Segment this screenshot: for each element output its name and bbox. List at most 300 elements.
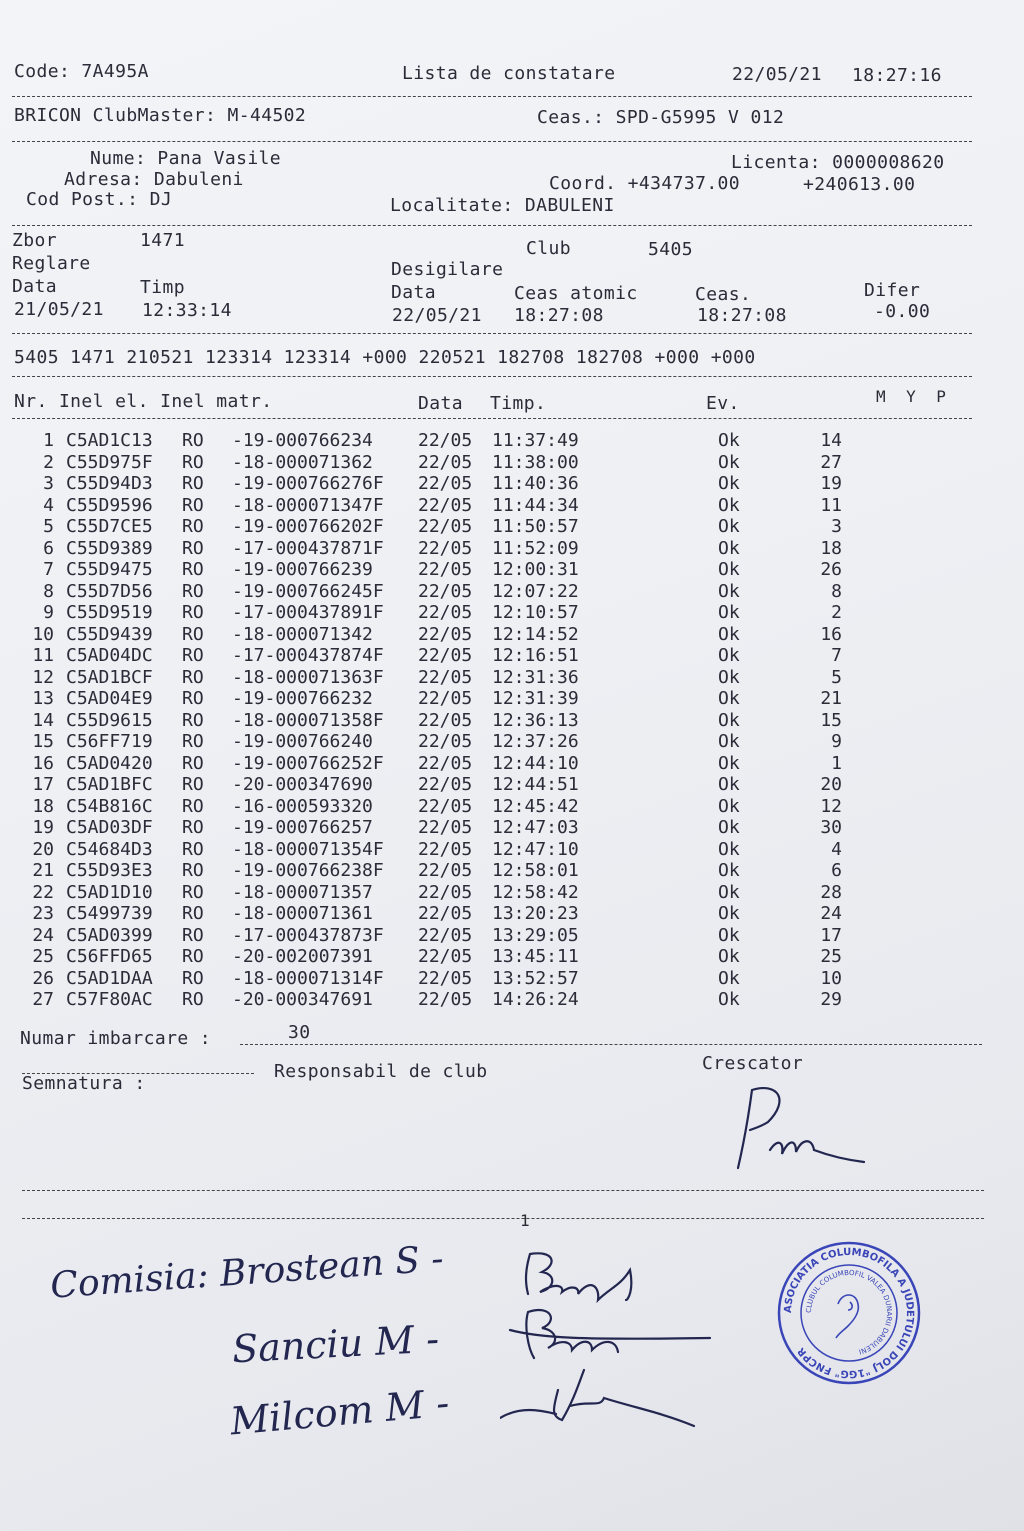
divider bbox=[12, 141, 972, 142]
arrival-date: 22/05 bbox=[418, 494, 473, 516]
arrival-time: 12:37:26 bbox=[492, 731, 579, 752]
divider bbox=[12, 418, 972, 419]
owner-postcode: Cod Post.: DJ bbox=[26, 189, 173, 210]
arrival-time: 12:31:36 bbox=[492, 666, 579, 688]
registration-ring: -18-000071358F bbox=[232, 709, 384, 731]
position-value: 25 bbox=[820, 946, 842, 967]
electronic-ring: C5AD0399 bbox=[66, 924, 153, 946]
arrival-date: 22/05 bbox=[418, 989, 473, 1010]
svg-text:ASOCIATIA COLUMBOFILA A JUDETU bbox=[783, 1247, 915, 1379]
country-code: RO bbox=[182, 623, 204, 645]
table-header-date: Data bbox=[418, 393, 463, 414]
position-value: 9 bbox=[831, 731, 842, 752]
arrival-date: 22/05 bbox=[418, 860, 473, 881]
position-value: 5 bbox=[831, 666, 842, 688]
registration-ring: -17-000437874F bbox=[232, 645, 384, 666]
registration-ring: -20-000347690 bbox=[232, 774, 373, 795]
position-value: 12 bbox=[820, 795, 842, 817]
row-number: 21 bbox=[32, 860, 54, 881]
atomic-clock-label: Ceas atomic bbox=[514, 283, 638, 304]
licence-number: Licenta: 0000008620 bbox=[731, 152, 945, 173]
registration-ring: -20-000347691 bbox=[232, 989, 373, 1010]
row-number: 14 bbox=[32, 709, 54, 731]
table-row bbox=[30, 667, 870, 689]
row-number: 22 bbox=[32, 881, 54, 903]
country-code: RO bbox=[182, 709, 204, 731]
svg-text:CLUBUL COLUMBOFIL VALEA DUNARI bbox=[805, 1269, 893, 1356]
registration-ring: -18-000071354F bbox=[232, 838, 384, 860]
event-status: Ok bbox=[718, 731, 740, 752]
event-status: Ok bbox=[718, 645, 740, 666]
difference-label: Difer bbox=[864, 280, 921, 301]
event-status: Ok bbox=[718, 709, 740, 731]
coordinates-lat: Coord. +434737.00 bbox=[549, 173, 741, 194]
registration-ring: -18-000071357 bbox=[232, 881, 373, 903]
unsealing-label: Desigilare bbox=[391, 259, 504, 280]
arrival-time: 12:47:03 bbox=[492, 817, 579, 838]
club-officer-label: Responsabil de club bbox=[274, 1061, 488, 1082]
table-row bbox=[30, 839, 870, 861]
registration-ring: -18-000071363F bbox=[232, 666, 384, 688]
setting-label: Reglare bbox=[12, 253, 91, 274]
registration-ring: -17-000437873F bbox=[232, 924, 384, 946]
table-row bbox=[30, 710, 870, 732]
event-status: Ok bbox=[718, 989, 740, 1010]
country-code: RO bbox=[182, 967, 204, 989]
table-row bbox=[30, 753, 870, 775]
registration-ring: -19-000766257 bbox=[232, 817, 373, 838]
row-number: 12 bbox=[32, 666, 54, 688]
flight-label: Zbor bbox=[12, 230, 57, 251]
country-code: RO bbox=[182, 602, 204, 623]
arrival-time: 14:26:24 bbox=[492, 989, 579, 1010]
divider bbox=[240, 1044, 982, 1045]
report-code: Code: 7A495A bbox=[14, 61, 149, 82]
event-status: Ok bbox=[718, 516, 740, 537]
position-value: 30 bbox=[820, 817, 842, 838]
registration-ring: -19-000766245F bbox=[232, 580, 384, 602]
row-number: 10 bbox=[32, 623, 54, 645]
arrival-time: 12:07:22 bbox=[492, 580, 579, 602]
arrival-time: 12:47:10 bbox=[492, 838, 579, 860]
commission-signatures bbox=[500, 1230, 720, 1440]
row-number: 20 bbox=[32, 838, 54, 860]
row-number: 26 bbox=[32, 967, 54, 989]
country-code: RO bbox=[182, 731, 204, 752]
electronic-ring: C55D93E3 bbox=[66, 860, 153, 881]
table-row bbox=[30, 989, 870, 1011]
arrival-time: 12:10:57 bbox=[492, 602, 579, 623]
registration-ring: -19-000766238F bbox=[232, 860, 384, 881]
electronic-ring: C55D9596 bbox=[66, 494, 153, 516]
position-value: 15 bbox=[820, 709, 842, 731]
position-value: 26 bbox=[820, 559, 842, 580]
position-value: 4 bbox=[831, 838, 842, 860]
registration-ring: -19-000766240 bbox=[232, 731, 373, 752]
row-number: 6 bbox=[43, 537, 54, 559]
club-label: Club bbox=[526, 238, 571, 259]
event-status: Ok bbox=[718, 688, 740, 709]
position-value: 29 bbox=[820, 989, 842, 1010]
arrival-time: 12:44:51 bbox=[492, 774, 579, 795]
table-header-rings: Nr. Inel el. Inel matr. bbox=[14, 391, 273, 412]
owner-address: Adresa: Dabuleni bbox=[64, 169, 244, 190]
page-number: 1 bbox=[520, 1211, 531, 1230]
event-status: Ok bbox=[718, 537, 740, 559]
table-row bbox=[30, 860, 870, 882]
position-value: 17 bbox=[820, 924, 842, 946]
divider bbox=[12, 333, 972, 334]
country-code: RO bbox=[182, 817, 204, 838]
electronic-ring: C5AD1BFC bbox=[66, 774, 153, 795]
boarding-count-label: Numar imbarcare : bbox=[20, 1028, 212, 1049]
arrival-date: 22/05 bbox=[418, 881, 473, 903]
row-number: 4 bbox=[43, 494, 54, 516]
electronic-ring: C54B816C bbox=[66, 795, 153, 817]
row-number: 19 bbox=[32, 817, 54, 838]
boarding-count-value: 30 bbox=[288, 1022, 311, 1043]
report-time: 18:27:16 bbox=[852, 65, 942, 86]
unsealing-date-label: Data bbox=[391, 282, 436, 303]
event-status: Ok bbox=[718, 559, 740, 580]
row-number: 23 bbox=[32, 903, 54, 924]
table-row bbox=[30, 688, 870, 710]
row-number: 7 bbox=[43, 559, 54, 580]
clubmaster-id: BRICON ClubMaster: M-44502 bbox=[14, 105, 307, 126]
country-code: RO bbox=[182, 430, 204, 451]
registration-ring: -18-000071361 bbox=[232, 903, 373, 924]
electronic-ring: C55D9615 bbox=[66, 709, 153, 731]
arrival-time: 11:44:34 bbox=[492, 494, 579, 516]
atomic-time: 18:27:08 bbox=[514, 305, 604, 326]
row-number: 5 bbox=[43, 516, 54, 537]
locality: Localitate: DABULENI bbox=[390, 195, 615, 216]
electronic-ring: C55D975F bbox=[66, 451, 153, 473]
country-code: RO bbox=[182, 924, 204, 946]
arrival-date: 22/05 bbox=[418, 924, 473, 946]
registration-ring: -18-000071314F bbox=[232, 967, 384, 989]
electronic-ring: C5AD04DC bbox=[66, 645, 153, 666]
row-number: 13 bbox=[32, 688, 54, 709]
electronic-ring: C55D7D56 bbox=[66, 580, 153, 602]
registration-ring: -19-000766234 bbox=[232, 430, 373, 451]
country-code: RO bbox=[182, 903, 204, 924]
arrival-date: 22/05 bbox=[418, 903, 473, 924]
table-row bbox=[30, 624, 870, 646]
row-number: 9 bbox=[43, 602, 54, 623]
setting-time: 12:33:14 bbox=[142, 300, 232, 321]
country-code: RO bbox=[182, 537, 204, 559]
setting-date: 21/05/21 bbox=[14, 299, 104, 320]
difference-value: -0.00 bbox=[874, 301, 931, 322]
electronic-ring: C5AD0420 bbox=[66, 752, 153, 774]
divider bbox=[12, 376, 972, 377]
country-code: RO bbox=[182, 860, 204, 881]
table-row bbox=[30, 430, 870, 452]
country-code: RO bbox=[182, 881, 204, 903]
country-code: RO bbox=[182, 946, 204, 967]
country-code: RO bbox=[182, 688, 204, 709]
electronic-ring: C5AD1D10 bbox=[66, 881, 153, 903]
electronic-ring: C5499739 bbox=[66, 903, 153, 924]
signature-label: Semnatura : bbox=[22, 1073, 146, 1094]
position-value: 21 bbox=[820, 688, 842, 709]
clock-id: Ceas.: SPD-G5995 V 012 bbox=[537, 107, 785, 128]
report-title: Lista de constatare bbox=[402, 63, 616, 84]
commission-line-3: Milcom M - bbox=[228, 1380, 451, 1444]
raw-code-line: 5405 1471 210521 123314 123314 +000 220521 182708 182708 +000 +000 bbox=[14, 347, 756, 368]
table-row bbox=[30, 731, 870, 753]
arrival-time: 12:31:39 bbox=[492, 688, 579, 709]
electronic-ring: C5AD04E9 bbox=[66, 688, 153, 709]
arrival-date: 22/05 bbox=[418, 795, 473, 817]
arrival-date: 22/05 bbox=[418, 623, 473, 645]
clock-time: 18:27:08 bbox=[697, 305, 787, 326]
position-value: 20 bbox=[820, 774, 842, 795]
registration-ring: -19-000766232 bbox=[232, 688, 373, 709]
position-value: 6 bbox=[831, 860, 842, 881]
event-status: Ok bbox=[718, 473, 740, 494]
owner-name: Nume: Pana Vasile bbox=[90, 148, 282, 169]
country-code: RO bbox=[182, 516, 204, 537]
event-status: Ok bbox=[718, 838, 740, 860]
table-header-event: Ev. bbox=[706, 393, 740, 414]
position-value: 10 bbox=[820, 967, 842, 989]
electronic-ring: C5AD1BCF bbox=[66, 666, 153, 688]
divider bbox=[12, 96, 972, 97]
country-code: RO bbox=[182, 989, 204, 1010]
unsealing-date: 22/05/21 bbox=[392, 305, 482, 326]
position-value: 27 bbox=[820, 451, 842, 473]
arrival-date: 22/05 bbox=[418, 537, 473, 559]
event-status: Ok bbox=[718, 924, 740, 946]
event-status: Ok bbox=[718, 860, 740, 881]
stamp-outer-text: ASOCIATIA COLUMBOFILA A JUDETULUI DOLJ "1GG" FNCPR bbox=[782, 1246, 916, 1380]
electronic-ring: C56FFD65 bbox=[66, 946, 153, 967]
table-row bbox=[30, 581, 870, 603]
table-row bbox=[30, 774, 870, 796]
table-row bbox=[30, 882, 870, 904]
position-value: 8 bbox=[831, 580, 842, 602]
event-status: Ok bbox=[718, 774, 740, 795]
electronic-ring: C55D9439 bbox=[66, 623, 153, 645]
position-value: 14 bbox=[820, 430, 842, 451]
table-row bbox=[30, 559, 870, 581]
event-status: Ok bbox=[718, 903, 740, 924]
arrival-date: 22/05 bbox=[418, 946, 473, 967]
event-status: Ok bbox=[718, 946, 740, 967]
commission-line-2: Sanciu M - bbox=[230, 1316, 440, 1372]
country-code: RO bbox=[182, 645, 204, 666]
country-code: RO bbox=[182, 559, 204, 580]
table-row bbox=[30, 796, 870, 818]
arrival-time: 12:45:42 bbox=[492, 795, 579, 817]
arrival-time: 12:16:51 bbox=[492, 645, 579, 666]
arrival-time: 13:52:57 bbox=[492, 967, 579, 989]
country-code: RO bbox=[182, 494, 204, 516]
arrival-time: 11:50:57 bbox=[492, 516, 579, 537]
club-number: 5405 bbox=[648, 239, 693, 260]
table-row bbox=[30, 538, 870, 560]
table-row bbox=[30, 903, 870, 925]
electronic-ring: C55D9519 bbox=[66, 602, 153, 623]
registration-ring: -16-000593320 bbox=[232, 795, 373, 817]
clock-label: Ceas. bbox=[695, 284, 752, 305]
row-number: 25 bbox=[32, 946, 54, 967]
position-value: 28 bbox=[820, 881, 842, 903]
arrival-date: 22/05 bbox=[418, 774, 473, 795]
event-status: Ok bbox=[718, 623, 740, 645]
electronic-ring: C54684D3 bbox=[66, 838, 153, 860]
electronic-ring: C55D7CE5 bbox=[66, 516, 153, 537]
row-number: 16 bbox=[32, 752, 54, 774]
table-header-myp: M Y P bbox=[876, 387, 947, 406]
event-status: Ok bbox=[718, 494, 740, 516]
row-number: 11 bbox=[32, 645, 54, 666]
event-status: Ok bbox=[718, 795, 740, 817]
registration-ring: -17-000437871F bbox=[232, 537, 384, 559]
table-row bbox=[30, 495, 870, 517]
row-number: 2 bbox=[43, 451, 54, 473]
country-code: RO bbox=[182, 838, 204, 860]
commission-line-1: Comisia: Brostean S - bbox=[49, 1238, 445, 1307]
event-status: Ok bbox=[718, 602, 740, 623]
registration-ring: -17-000437891F bbox=[232, 602, 384, 623]
country-code: RO bbox=[182, 666, 204, 688]
divider bbox=[22, 1218, 984, 1219]
arrival-time: 11:40:36 bbox=[492, 473, 579, 494]
arrival-date: 22/05 bbox=[418, 559, 473, 580]
registration-ring: -18-000071362 bbox=[232, 451, 373, 473]
arrival-date: 22/05 bbox=[418, 666, 473, 688]
breeder-label: Crescator bbox=[702, 1053, 804, 1074]
registration-ring: -19-000766276F bbox=[232, 473, 384, 494]
row-number: 1 bbox=[43, 430, 54, 451]
arrival-date: 22/05 bbox=[418, 838, 473, 860]
electronic-ring: C5AD1DAA bbox=[66, 967, 153, 989]
electronic-ring: C57F80AC bbox=[66, 989, 153, 1010]
arrival-date: 22/05 bbox=[418, 817, 473, 838]
position-value: 24 bbox=[820, 903, 842, 924]
table-row bbox=[30, 817, 870, 839]
registration-ring: -18-000071342 bbox=[232, 623, 373, 645]
arrival-time: 11:38:00 bbox=[492, 451, 579, 473]
position-value: 18 bbox=[820, 537, 842, 559]
event-status: Ok bbox=[718, 580, 740, 602]
pigeon-icon bbox=[836, 1295, 858, 1338]
club-stamp bbox=[776, 1240, 922, 1386]
table-row bbox=[30, 473, 870, 495]
arrival-time: 11:52:09 bbox=[492, 537, 579, 559]
arrivals-table bbox=[30, 430, 870, 1011]
row-number: 18 bbox=[32, 795, 54, 817]
divider bbox=[12, 225, 972, 226]
table-row bbox=[30, 645, 870, 667]
electronic-ring: C55D9475 bbox=[66, 559, 153, 580]
country-code: RO bbox=[182, 473, 204, 494]
table-row bbox=[30, 946, 870, 968]
event-status: Ok bbox=[718, 967, 740, 989]
row-number: 15 bbox=[32, 731, 54, 752]
position-value: 1 bbox=[831, 752, 842, 774]
arrival-date: 22/05 bbox=[418, 602, 473, 623]
event-status: Ok bbox=[718, 881, 740, 903]
event-status: Ok bbox=[718, 666, 740, 688]
divider bbox=[22, 1190, 984, 1191]
table-row bbox=[30, 602, 870, 624]
arrival-date: 22/05 bbox=[418, 451, 473, 473]
registration-ring: -18-000071347F bbox=[232, 494, 384, 516]
electronic-ring: C56FF719 bbox=[66, 731, 153, 752]
table-row bbox=[30, 968, 870, 990]
row-number: 3 bbox=[43, 473, 54, 494]
event-status: Ok bbox=[718, 817, 740, 838]
arrival-time: 12:36:13 bbox=[492, 709, 579, 731]
country-code: RO bbox=[182, 580, 204, 602]
country-code: RO bbox=[182, 774, 204, 795]
electronic-ring: C5AD03DF bbox=[66, 817, 153, 838]
arrival-time: 12:14:52 bbox=[492, 623, 579, 645]
setting-date-label: Data bbox=[12, 276, 57, 297]
arrival-date: 22/05 bbox=[418, 580, 473, 602]
arrival-time: 13:45:11 bbox=[492, 946, 579, 967]
coordinates-lon: +240613.00 bbox=[803, 174, 916, 195]
arrival-time: 12:00:31 bbox=[492, 559, 579, 580]
position-value: 11 bbox=[820, 494, 842, 516]
arrival-time: 12:58:42 bbox=[492, 881, 579, 903]
arrival-time: 12:58:01 bbox=[492, 860, 579, 881]
country-code: RO bbox=[182, 451, 204, 473]
event-status: Ok bbox=[718, 451, 740, 473]
registration-ring: -19-000766239 bbox=[232, 559, 373, 580]
position-value: 16 bbox=[820, 623, 842, 645]
flight-number: 1471 bbox=[140, 230, 185, 251]
event-status: Ok bbox=[718, 752, 740, 774]
stamp-inner-text: CLUBUL COLUMBOFIL VALEA DUNARII DABULENI bbox=[804, 1268, 894, 1356]
table-header-time: Timp. bbox=[490, 393, 547, 414]
arrival-date: 22/05 bbox=[418, 473, 473, 494]
arrival-date: 22/05 bbox=[418, 731, 473, 752]
event-status: Ok bbox=[718, 430, 740, 451]
table-row bbox=[30, 516, 870, 538]
country-code: RO bbox=[182, 752, 204, 774]
row-number: 24 bbox=[32, 924, 54, 946]
arrival-date: 22/05 bbox=[418, 752, 473, 774]
arrival-date: 22/05 bbox=[418, 709, 473, 731]
registration-ring: -19-000766252F bbox=[232, 752, 384, 774]
position-value: 7 bbox=[831, 645, 842, 666]
position-value: 19 bbox=[820, 473, 842, 494]
registration-ring: -19-000766202F bbox=[232, 516, 384, 537]
row-number: 17 bbox=[32, 774, 54, 795]
electronic-ring: C5AD1C13 bbox=[66, 430, 153, 451]
arrival-time: 13:20:23 bbox=[492, 903, 579, 924]
arrival-time: 13:29:05 bbox=[492, 924, 579, 946]
arrival-date: 22/05 bbox=[418, 688, 473, 709]
arrival-time: 11:37:49 bbox=[492, 430, 579, 451]
arrival-date: 22/05 bbox=[418, 516, 473, 537]
table-row bbox=[30, 452, 870, 474]
position-value: 2 bbox=[831, 602, 842, 623]
setting-time-label: Timp bbox=[140, 277, 185, 298]
electronic-ring: C55D9389 bbox=[66, 537, 153, 559]
table-row bbox=[30, 925, 870, 947]
arrival-time: 12:44:10 bbox=[492, 752, 579, 774]
position-value: 3 bbox=[831, 516, 842, 537]
breeder-signature bbox=[730, 1080, 870, 1175]
row-number: 27 bbox=[32, 989, 54, 1010]
registration-ring: -20-002007391 bbox=[232, 946, 373, 967]
